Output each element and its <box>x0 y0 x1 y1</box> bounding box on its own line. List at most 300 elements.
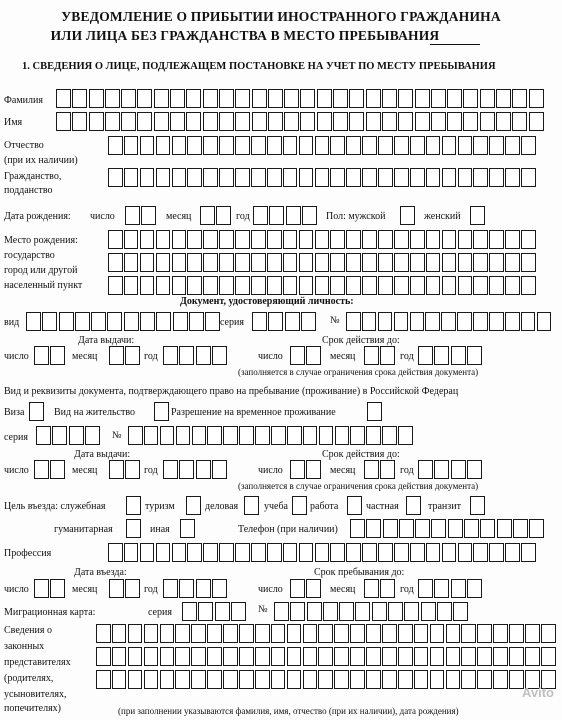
letter-cell[interactable] <box>112 624 127 643</box>
letter-cell[interactable] <box>434 346 449 365</box>
letter-cell[interactable] <box>414 647 429 666</box>
letter-cell[interactable] <box>350 519 365 538</box>
letter-cell[interactable] <box>372 602 387 621</box>
letter-cell[interactable] <box>299 543 314 562</box>
letter-cell[interactable] <box>446 647 461 666</box>
letter-cell[interactable] <box>207 670 222 689</box>
letter-cell[interactable] <box>346 136 361 155</box>
letter-cell[interactable] <box>154 89 169 108</box>
letter-cell[interactable] <box>203 112 218 131</box>
letter-cell[interactable] <box>108 543 123 562</box>
letter-cell[interactable] <box>251 543 266 562</box>
letter-cell[interactable] <box>287 647 302 666</box>
letter-cell[interactable] <box>480 519 495 538</box>
letter-cell[interactable] <box>480 89 495 108</box>
letter-cell[interactable] <box>283 136 298 155</box>
letter-cell[interactable] <box>473 136 488 155</box>
letter-cell[interactable] <box>283 543 298 562</box>
letter-cell[interactable] <box>315 136 330 155</box>
letter-cell[interactable] <box>271 670 286 689</box>
letter-cell[interactable] <box>215 602 230 621</box>
letter-cell[interactable] <box>430 670 445 689</box>
letter-cell[interactable] <box>335 426 350 445</box>
letter-cell[interactable] <box>447 89 462 108</box>
letter-cell[interactable] <box>333 89 348 108</box>
letter-cell[interactable] <box>334 647 349 666</box>
letter-cell[interactable] <box>267 230 282 249</box>
letter-cell[interactable] <box>458 168 473 187</box>
res-number-cells[interactable] <box>128 426 413 445</box>
purpose-study-checkbox[interactable] <box>292 496 307 515</box>
letter-cell[interactable] <box>144 670 159 689</box>
letter-cell[interactable] <box>497 519 512 538</box>
letter-cell[interactable] <box>319 426 334 445</box>
letter-cell[interactable] <box>191 670 206 689</box>
letter-cell[interactable] <box>124 543 139 562</box>
purpose-other-checkbox[interactable] <box>180 519 195 538</box>
letter-cell[interactable] <box>300 112 315 131</box>
stay-year-cells[interactable] <box>418 579 482 598</box>
letter-cell[interactable] <box>398 670 413 689</box>
letter-cell[interactable] <box>156 543 171 562</box>
letter-cell[interactable] <box>400 206 415 225</box>
letter-cell[interactable] <box>509 624 524 643</box>
letter-cell[interactable] <box>382 670 397 689</box>
letter-cell[interactable] <box>541 647 556 666</box>
letter-cell[interactable] <box>187 543 202 562</box>
letter-cell[interactable] <box>398 112 413 131</box>
letter-cell[interactable] <box>109 460 124 479</box>
id-issue-month-cells[interactable] <box>109 346 140 365</box>
letter-cell[interactable] <box>216 206 231 225</box>
letter-cell[interactable] <box>467 579 482 598</box>
letter-cell[interactable] <box>378 253 393 272</box>
letter-cell[interactable] <box>458 253 473 272</box>
letter-cell[interactable] <box>442 253 457 272</box>
letter-cell[interactable] <box>346 253 361 272</box>
letter-cell[interactable] <box>128 647 143 666</box>
id-issue-year-cells[interactable] <box>163 346 227 365</box>
letter-cell[interactable] <box>318 624 333 643</box>
letter-cell[interactable] <box>346 168 361 187</box>
letter-cell[interactable] <box>394 230 409 249</box>
letter-cell[interactable] <box>303 670 318 689</box>
sex-female-checkbox[interactable] <box>470 206 485 225</box>
letter-cell[interactable] <box>156 168 171 187</box>
letter-cell[interactable] <box>271 624 286 643</box>
res-issue-year-cells[interactable] <box>163 460 227 479</box>
letter-cell[interactable] <box>191 624 206 643</box>
letter-cell[interactable] <box>437 602 452 621</box>
letter-cell[interactable] <box>89 89 104 108</box>
letter-cell[interactable] <box>125 206 140 225</box>
letter-cell[interactable] <box>180 519 195 538</box>
letter-cell[interactable] <box>406 496 421 515</box>
id-number-cells[interactable] <box>346 312 551 331</box>
letter-cell[interactable] <box>306 579 321 598</box>
res-issue-day-cells[interactable] <box>34 460 65 479</box>
id-valid-month-cells[interactable] <box>364 346 395 365</box>
letter-cell[interactable] <box>187 136 202 155</box>
letter-cell[interactable] <box>541 624 556 643</box>
letter-cell[interactable] <box>251 230 266 249</box>
letter-cell[interactable] <box>473 230 488 249</box>
letter-cell[interactable] <box>172 253 187 272</box>
letter-cell[interactable] <box>505 543 520 562</box>
letter-cell[interactable] <box>418 346 433 365</box>
letter-cell[interactable] <box>255 647 270 666</box>
letter-cell[interactable] <box>212 460 227 479</box>
letter-cell[interactable] <box>137 89 152 108</box>
letter-cell[interactable] <box>271 426 286 445</box>
letter-cell[interactable] <box>303 647 318 666</box>
letter-cell[interactable] <box>140 543 155 562</box>
letter-cell[interactable] <box>156 136 171 155</box>
birth-day-cells[interactable] <box>125 206 156 225</box>
letter-cell[interactable] <box>415 89 430 108</box>
letter-cell[interactable] <box>108 276 123 295</box>
letter-cell[interactable] <box>410 230 425 249</box>
letter-cell[interactable] <box>160 426 175 445</box>
res-valid-month-cells[interactable] <box>364 460 395 479</box>
letter-cell[interactable] <box>418 460 433 479</box>
id-kind-cells[interactable] <box>26 312 220 331</box>
letter-cell[interactable] <box>382 89 397 108</box>
letter-cell[interactable] <box>410 276 425 295</box>
letter-cell[interactable] <box>144 624 159 643</box>
letter-cell[interactable] <box>383 519 398 538</box>
letter-cell[interactable] <box>367 402 382 421</box>
letter-cell[interactable] <box>529 112 544 131</box>
letter-cell[interactable] <box>521 253 536 272</box>
letter-cell[interactable] <box>144 647 159 666</box>
letter-cell[interactable] <box>330 543 345 562</box>
letter-cell[interactable] <box>364 460 379 479</box>
letter-cell[interactable] <box>203 136 218 155</box>
letter-cell[interactable] <box>404 602 419 621</box>
letter-cell[interactable] <box>323 602 338 621</box>
purpose-work-checkbox[interactable] <box>347 496 362 515</box>
letter-cell[interactable] <box>124 136 139 155</box>
letter-cell[interactable] <box>50 460 65 479</box>
letter-cell[interactable] <box>108 168 123 187</box>
letter-cell[interactable] <box>489 543 504 562</box>
letter-cell[interactable] <box>349 89 364 108</box>
temp-permit-checkbox[interactable] <box>367 402 382 421</box>
letter-cell[interactable] <box>306 460 321 479</box>
letter-cell[interactable] <box>251 253 266 272</box>
letter-cell[interactable] <box>477 624 492 643</box>
letter-cell[interactable] <box>457 312 472 331</box>
letter-cell[interactable] <box>144 426 159 445</box>
letter-cell[interactable] <box>223 670 238 689</box>
purpose-business-checkbox[interactable] <box>244 496 259 515</box>
letter-cell[interactable] <box>458 230 473 249</box>
letter-cell[interactable] <box>318 647 333 666</box>
letter-cell[interactable] <box>176 426 191 445</box>
letter-cell[interactable] <box>426 253 441 272</box>
letter-cell[interactable] <box>235 253 250 272</box>
letter-cell[interactable] <box>287 426 302 445</box>
letter-cell[interactable] <box>378 230 393 249</box>
letter-cell[interactable] <box>434 460 449 479</box>
letter-cell[interactable] <box>398 426 413 445</box>
letter-cell[interactable] <box>109 346 124 365</box>
letter-cell[interactable] <box>382 112 397 131</box>
letter-cell[interactable] <box>109 579 124 598</box>
letter-cell[interactable] <box>299 276 314 295</box>
reps-cells-row2[interactable] <box>96 647 556 666</box>
letter-cell[interactable] <box>414 670 429 689</box>
letter-cell[interactable] <box>191 647 206 666</box>
letter-cell[interactable] <box>163 346 178 365</box>
letter-cell[interactable] <box>299 230 314 249</box>
letter-cell[interactable] <box>366 89 381 108</box>
letter-cell[interactable] <box>473 312 488 331</box>
letter-cell[interactable] <box>160 624 175 643</box>
entry-month-cells[interactable] <box>109 579 140 598</box>
letter-cell[interactable] <box>461 647 476 666</box>
letter-cell[interactable] <box>198 602 213 621</box>
letter-cell[interactable] <box>186 496 201 515</box>
letter-cell[interactable] <box>96 624 111 643</box>
letter-cell[interactable] <box>414 624 429 643</box>
letter-cell[interactable] <box>330 253 345 272</box>
letter-cell[interactable] <box>350 624 365 643</box>
letter-cell[interactable] <box>525 624 540 643</box>
letter-cell[interactable] <box>187 168 202 187</box>
letter-cell[interactable] <box>355 602 370 621</box>
letter-cell[interactable] <box>426 276 441 295</box>
letter-cell[interactable] <box>251 276 266 295</box>
letter-cell[interactable] <box>330 168 345 187</box>
letter-cell[interactable] <box>398 647 413 666</box>
letter-cell[interactable] <box>239 624 254 643</box>
letter-cell[interactable] <box>512 112 527 131</box>
letter-cell[interactable] <box>489 168 504 187</box>
letter-cell[interactable] <box>268 112 283 131</box>
letter-cell[interactable] <box>349 112 364 131</box>
letter-cell[interactable] <box>52 426 67 445</box>
letter-cell[interactable] <box>307 602 322 621</box>
letter-cell[interactable] <box>346 543 361 562</box>
letter-cell[interactable] <box>425 312 440 331</box>
letter-cell[interactable] <box>96 647 111 666</box>
letter-cell[interactable] <box>290 346 305 365</box>
letter-cell[interactable] <box>421 602 436 621</box>
letter-cell[interactable] <box>125 346 140 365</box>
letter-cell[interactable] <box>50 346 65 365</box>
letter-cell[interactable] <box>366 624 381 643</box>
letter-cell[interactable] <box>441 312 456 331</box>
letter-cell[interactable] <box>378 543 393 562</box>
letter-cell[interactable] <box>72 89 87 108</box>
letter-cell[interactable] <box>426 168 441 187</box>
letter-cell[interactable] <box>467 346 482 365</box>
letter-cell[interactable] <box>231 602 246 621</box>
letter-cell[interactable] <box>219 112 234 131</box>
letter-cell[interactable] <box>219 168 234 187</box>
letter-cell[interactable] <box>235 89 250 108</box>
letter-cell[interactable] <box>163 460 178 479</box>
letter-cell[interactable] <box>398 89 413 108</box>
letter-cell[interactable] <box>496 112 511 131</box>
letter-cell[interactable] <box>426 136 441 155</box>
letter-cell[interactable] <box>141 206 156 225</box>
letter-cell[interactable] <box>203 230 218 249</box>
letter-cell[interactable] <box>521 312 536 331</box>
letter-cell[interactable] <box>182 602 197 621</box>
letter-cell[interactable] <box>34 579 49 598</box>
letter-cell[interactable] <box>301 312 316 331</box>
letter-cell[interactable] <box>380 346 395 365</box>
profession-cells[interactable] <box>108 543 536 562</box>
letter-cell[interactable] <box>207 426 222 445</box>
letter-cell[interactable] <box>187 276 202 295</box>
letter-cell[interactable] <box>121 89 136 108</box>
letter-cell[interactable] <box>96 670 111 689</box>
letter-cell[interactable] <box>219 276 234 295</box>
letter-cell[interactable] <box>426 543 441 562</box>
letter-cell[interactable] <box>461 624 476 643</box>
letter-cell[interactable] <box>442 136 457 155</box>
letter-cell[interactable] <box>362 136 377 155</box>
letter-cell[interactable] <box>207 624 222 643</box>
letter-cell[interactable] <box>267 276 282 295</box>
reps-cells-row3[interactable] <box>96 670 556 689</box>
letter-cell[interactable] <box>172 543 187 562</box>
birth-place-cells-row2[interactable] <box>108 253 536 272</box>
letter-cell[interactable] <box>410 136 425 155</box>
letter-cell[interactable] <box>505 136 520 155</box>
letter-cell[interactable] <box>347 496 362 515</box>
letter-cell[interactable] <box>252 312 267 331</box>
letter-cell[interactable] <box>203 543 218 562</box>
letter-cell[interactable] <box>303 624 318 643</box>
letter-cell[interactable] <box>415 112 430 131</box>
letter-cell[interactable] <box>140 136 155 155</box>
letter-cell[interactable] <box>252 89 267 108</box>
letter-cell[interactable] <box>179 579 194 598</box>
letter-cell[interactable] <box>219 136 234 155</box>
letter-cell[interactable] <box>267 253 282 272</box>
letter-cell[interactable] <box>124 168 139 187</box>
letter-cell[interactable] <box>378 168 393 187</box>
letter-cell[interactable] <box>219 253 234 272</box>
letter-cell[interactable] <box>126 519 141 538</box>
letter-cell[interactable] <box>346 312 361 331</box>
letter-cell[interactable] <box>124 230 139 249</box>
letter-cell[interactable] <box>380 579 395 598</box>
letter-cell[interactable] <box>521 168 536 187</box>
letter-cell[interactable] <box>350 670 365 689</box>
residence-permit-checkbox[interactable] <box>154 402 169 421</box>
purpose-transit-checkbox[interactable] <box>470 496 485 515</box>
letter-cell[interactable] <box>200 206 215 225</box>
letter-cell[interactable] <box>203 168 218 187</box>
letter-cell[interactable] <box>172 136 187 155</box>
letter-cell[interactable] <box>170 89 185 108</box>
letter-cell[interactable] <box>410 543 425 562</box>
letter-cell[interactable] <box>334 670 349 689</box>
letter-cell[interactable] <box>252 112 267 131</box>
letter-cell[interactable] <box>299 136 314 155</box>
letter-cell[interactable] <box>112 670 127 689</box>
letter-cell[interactable] <box>529 519 544 538</box>
letter-cell[interactable] <box>85 426 100 445</box>
letter-cell[interactable] <box>362 312 377 331</box>
letter-cell[interactable] <box>318 670 333 689</box>
letter-cell[interactable] <box>477 670 492 689</box>
letter-cell[interactable] <box>105 112 120 131</box>
letter-cell[interactable] <box>105 89 120 108</box>
letter-cell[interactable] <box>299 168 314 187</box>
letter-cell[interactable] <box>283 168 298 187</box>
entry-day-cells[interactable] <box>34 579 65 598</box>
letter-cell[interactable] <box>366 112 381 131</box>
letter-cell[interactable] <box>108 136 123 155</box>
letter-cell[interactable] <box>446 624 461 643</box>
letter-cell[interactable] <box>140 230 155 249</box>
letter-cell[interactable] <box>473 276 488 295</box>
letter-cell[interactable] <box>235 543 250 562</box>
letter-cell[interactable] <box>333 112 348 131</box>
letter-cell[interactable] <box>431 89 446 108</box>
letter-cell[interactable] <box>505 312 520 331</box>
letter-cell[interactable] <box>480 112 495 131</box>
letter-cell[interactable] <box>160 670 175 689</box>
letter-cell[interactable] <box>446 670 461 689</box>
entry-year-cells[interactable] <box>163 579 227 598</box>
letter-cell[interactable] <box>362 168 377 187</box>
letter-cell[interactable] <box>300 89 315 108</box>
res-issue-month-cells[interactable] <box>109 460 140 479</box>
letter-cell[interactable] <box>521 543 536 562</box>
letter-cell[interactable] <box>303 426 318 445</box>
letter-cell[interactable] <box>140 168 155 187</box>
letter-cell[interactable] <box>56 112 71 131</box>
letter-cell[interactable] <box>107 312 122 331</box>
letter-cell[interactable] <box>124 312 139 331</box>
letter-cell[interactable] <box>430 647 445 666</box>
letter-cell[interactable] <box>186 112 201 131</box>
letter-cell[interactable] <box>239 426 254 445</box>
letter-cell[interactable] <box>447 112 462 131</box>
letter-cell[interactable] <box>473 253 488 272</box>
letter-cell[interactable] <box>126 496 141 515</box>
letter-cell[interactable] <box>163 579 178 598</box>
letter-cell[interactable] <box>72 112 87 131</box>
letter-cell[interactable] <box>315 543 330 562</box>
letter-cell[interactable] <box>140 276 155 295</box>
letter-cell[interactable] <box>156 230 171 249</box>
letter-cell[interactable] <box>219 230 234 249</box>
letter-cell[interactable] <box>89 112 104 131</box>
letter-cell[interactable] <box>330 230 345 249</box>
letter-cell[interactable] <box>394 136 409 155</box>
letter-cell[interactable] <box>223 647 238 666</box>
letter-cell[interactable] <box>212 579 227 598</box>
letter-cell[interactable] <box>285 312 300 331</box>
res-series-cells[interactable] <box>36 426 100 445</box>
letter-cell[interactable] <box>330 136 345 155</box>
letter-cell[interactable] <box>364 346 379 365</box>
letter-cell[interactable] <box>172 168 187 187</box>
letter-cell[interactable] <box>418 579 433 598</box>
letter-cell[interactable] <box>378 312 393 331</box>
letter-cell[interactable] <box>124 253 139 272</box>
letter-cell[interactable] <box>505 230 520 249</box>
